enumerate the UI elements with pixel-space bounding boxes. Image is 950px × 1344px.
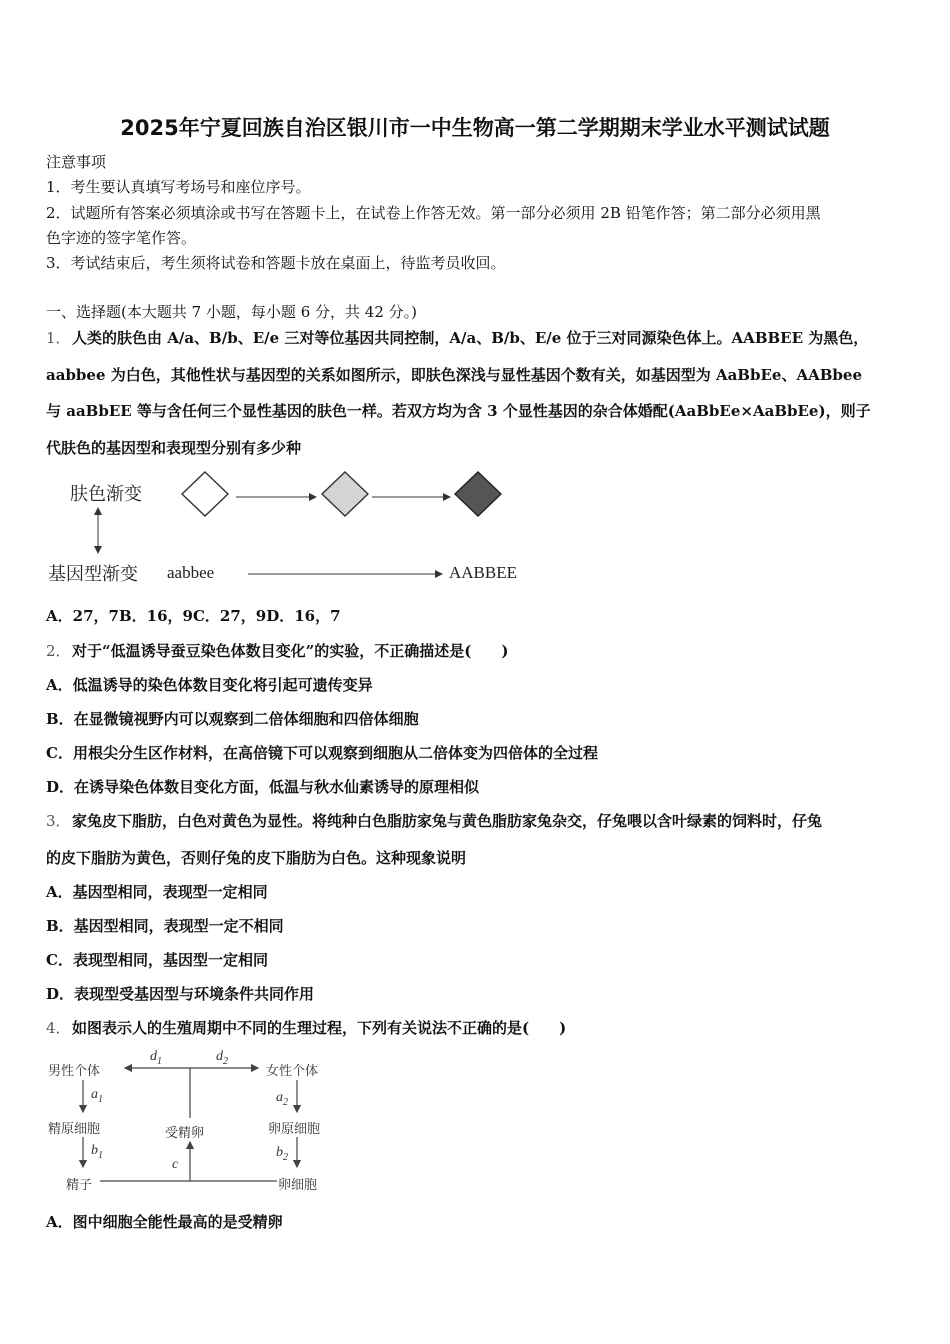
question-number: 2．: [46, 642, 71, 660]
option-d: D．在诱导染色体数目变化方面，低温与秋水仙素诱导的原理相似: [46, 778, 480, 796]
section-heading: 一、选择题(本大题共 7 小题，每小题 6 分，共 42 分。): [46, 303, 417, 321]
label-b1: $b_1$: [91, 1143, 103, 1161]
diamond-dark: [455, 472, 501, 516]
notice-heading: 注意事项: [46, 153, 107, 171]
diamond-mid: [322, 472, 368, 516]
notice-item: 1．考生要认真填写考场号和座位序号。: [46, 178, 311, 196]
figure-label-genotype: 基因型渐变: [48, 564, 138, 585]
question-stem: 家兔皮下脂肪，白色对黄色为显性。将纯种白色脂肪家兔与黄色脂肪家兔杂交，仔兔喂以含叶绿素的饲料时，仔兔: [72, 812, 823, 830]
genotype-low: aabbee: [167, 563, 215, 582]
question-number: 1．: [46, 329, 71, 347]
option-a: A．图中细胞全能性最高的是受精卵: [46, 1213, 283, 1231]
label-a2: $a_2$: [276, 1090, 288, 1108]
label-d2: $d_2$: [216, 1049, 228, 1067]
genotype-high: AABBEE: [449, 563, 517, 582]
label-c: c: [172, 1157, 179, 1172]
question-number: 3．: [46, 812, 71, 830]
notice-item: 2．试题所有答案必须填涂或书写在答题卡上，在试卷上作答无效。第一部分必须用 2B 铅笔作答；第二部分必须用黑: [46, 204, 821, 222]
notice-item: 3．考试结束后，考生须将试卷和答题卡放在桌面上，待监考员收回。: [46, 254, 506, 272]
label-male: 男性个体: [48, 1064, 101, 1079]
label-b2: $b_2$: [276, 1145, 288, 1163]
question-options: A．27，7B．16，9C．27，9D．16，7: [46, 607, 341, 625]
label-sperm-mother: 精原细胞: [48, 1122, 101, 1137]
label-female: 女性个体: [266, 1064, 319, 1079]
option-d: D．表现型受基因型与环境条件共同作用: [46, 985, 315, 1003]
page-title: 2025年宁夏回族自治区银川市一中生物高一第二学期期末学业水平测试试题: [120, 116, 830, 140]
label-sperm: 精子: [66, 1178, 93, 1193]
option-a: A．基因型相同，表现型一定相同: [46, 883, 268, 901]
figure-label-color: 肤色渐变: [70, 484, 142, 505]
question-stem: 代肤色的基因型和表现型分别有多少种: [46, 439, 302, 457]
option-b: B．在显微镜视野内可以观察到二倍体细胞和四倍体细胞: [46, 710, 419, 728]
question-stem: 人类的肤色由 A/a、B/b、E/e 三对等位基因共同控制，A/a、B/b、E/e 位于三对同源染色体上。AABBEE 为黑色，: [72, 329, 869, 347]
option-c: C．表现型相同，基因型一定相同: [46, 951, 268, 969]
diamond-light: [182, 472, 228, 516]
option-a: A．低温诱导的染色体数目变化将引起可遗传变异: [46, 676, 373, 694]
question-stem: 与 aaBbEE 等与含任何三个显性基因的肤色一样。若双方均为含 3 个显性基因的杂合体婚配(AaBbEe×AaBbEe)，则子: [46, 402, 871, 420]
question-stem: 的皮下脂肪为黄色，否则仔兔的皮下脂肪为白色。这种现象说明: [46, 849, 467, 867]
label-d1: $d_1$: [150, 1049, 162, 1067]
question-stem: aabbee 为白色，其他性状与基因型的关系如图所示，即肤色深浅与显性基因个数有关，如基因型为 AaBbEe、AABbee: [46, 366, 862, 384]
question-stem: 如图表示人的生殖周期中不同的生理过程，下列有关说法不正确的是( ): [72, 1019, 567, 1037]
label-egg: 卵细胞: [278, 1178, 318, 1193]
label-zygote: 受精卵: [165, 1126, 205, 1141]
label-a1: $a_1$: [91, 1087, 103, 1105]
option-b: B．基因型相同，表现型一定不相同: [46, 917, 284, 935]
notice-item: 色字迹的签字笔作答。: [46, 229, 197, 247]
question-number: 4．: [46, 1019, 71, 1037]
option-c: C．用根尖分生区作材料，在高倍镜下可以观察到细胞从二倍体变为四倍体的全过程: [46, 744, 598, 762]
label-egg-mother: 卵原细胞: [268, 1122, 321, 1137]
question-stem: 对于“低温诱导蚕豆染色体数目变化”的实验，不正确描述是( ): [72, 642, 509, 660]
